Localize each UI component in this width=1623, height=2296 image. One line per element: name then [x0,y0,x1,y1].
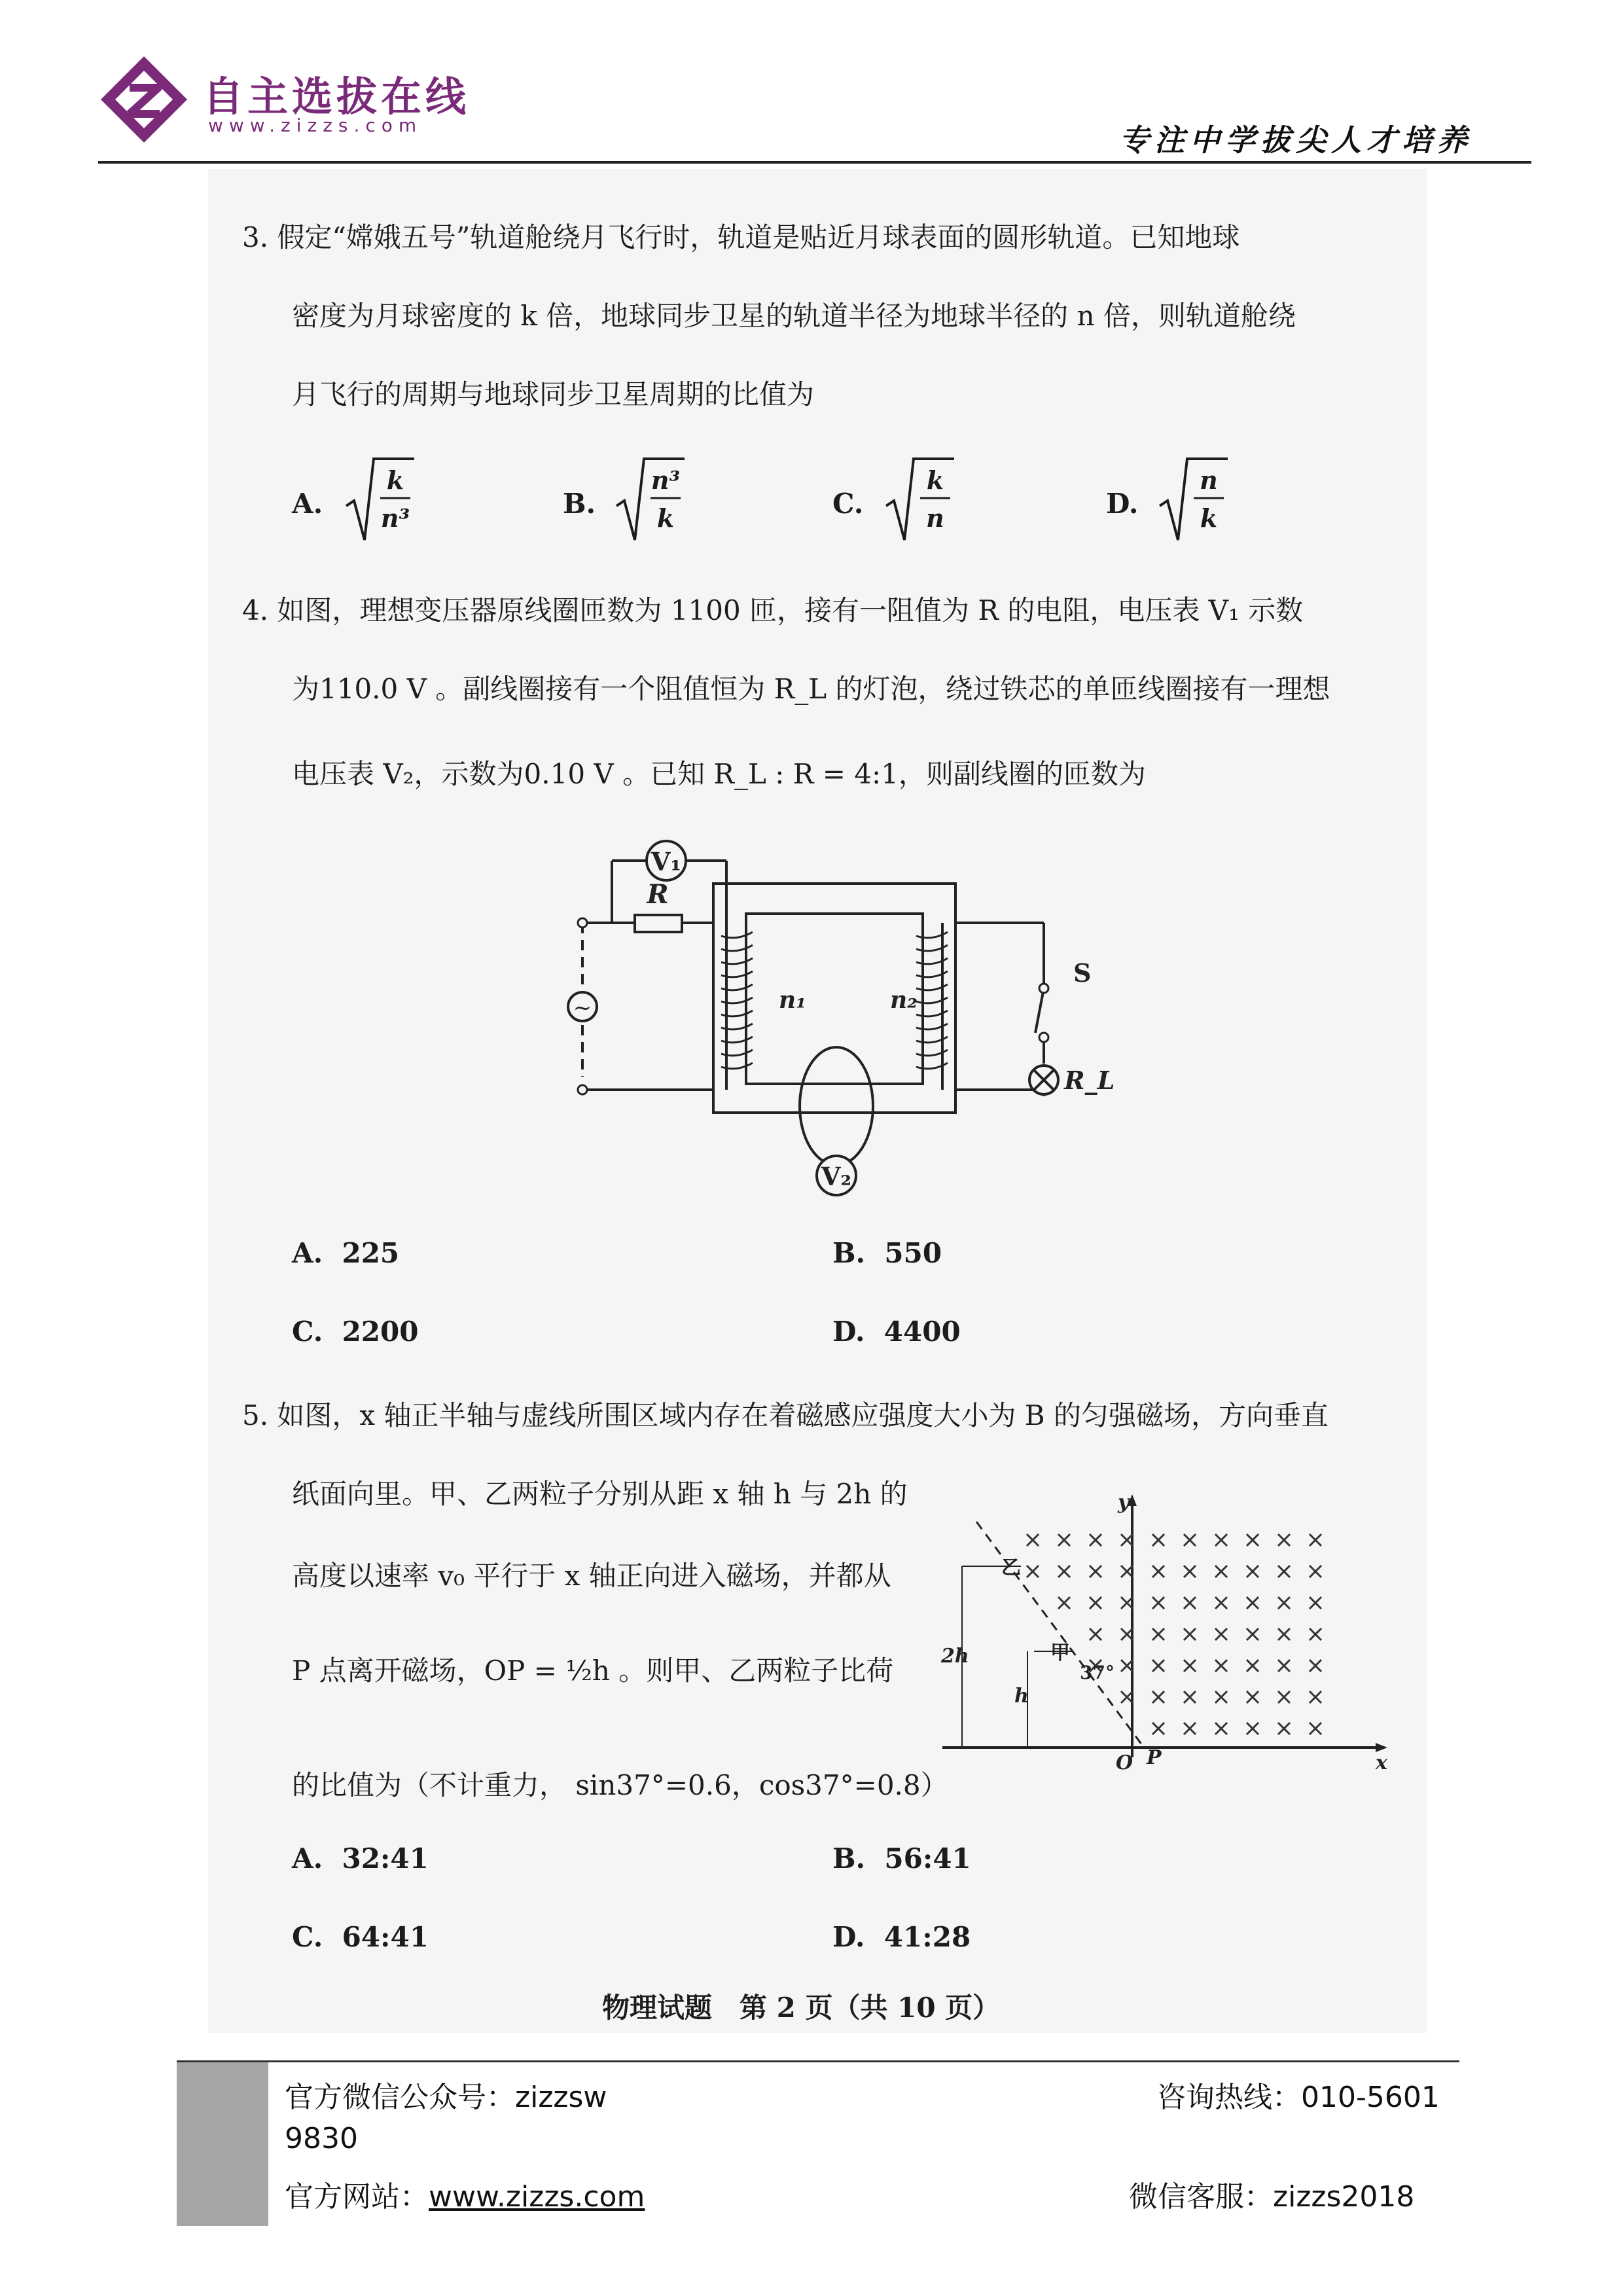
lamp-icon [1029,1066,1058,1094]
point-p-label: P [1147,1746,1162,1769]
q3-line-2: 密度为月球密度的 k 倍，地球同步卫星的轨道半径为地球半径的 n 倍，则轨道舱绕 [292,300,1296,332]
q4-line-1: 4. 如图，理想变压器原线圈匝数为 1100 匝，接有一阻值为 R 的电阻，电压表 V₁ 示数 [242,594,1304,626]
q5-line-5: 的比值为（不计重力， sin37°=0.6，cos37°=0.8） [292,1769,948,1801]
footer-website-link[interactable]: www.zizzs.com [429,2180,645,2214]
n1-label: n₁ [779,986,806,1014]
footer-wechat-continued: 9830 [285,2122,358,2155]
footer-hotline: 咨询热线：010-5601 [1157,2081,1440,2114]
transformer-circuit-diagram [550,825,1152,1217]
footer-gray-block [177,2062,268,2226]
q3-d-den: k [1200,503,1218,533]
q4-option-a: A. 225 [292,1237,400,1269]
q3-option-a-label: A. [292,488,323,520]
q5-option-b: B. 56:41 [832,1842,971,1874]
brand-name: 自主选拔在线 [203,73,471,120]
switch-s-label: S [1073,958,1092,988]
q3-option-a-radical [344,455,416,547]
q5-option-d: D. 41:28 [832,1921,971,1953]
angle-37-label: 37° [1080,1662,1115,1683]
particle-jia-label: 甲 [1050,1641,1070,1664]
exam-page-number: 物理试题 第 2 页（共 10 页） [602,1992,1001,2024]
resistor-r-label: R [647,879,669,910]
header-divider [98,161,1531,164]
origin-o-label: O [1116,1751,1133,1770]
q5-line-4: P 点离开磁场，OP = ½h 。则甲、乙两粒子比荷 [292,1655,894,1687]
q3-a-den: n³ [380,503,410,533]
footer-service: 微信客服：zizzs2018 [1129,2180,1415,2214]
q4-option-c: C. 2200 [292,1316,419,1348]
q3-c-den: n [926,503,944,533]
particle-yi-label: 乙 [1001,1556,1021,1579]
q4-line-3: 电压表 V₂，示数为0.10 V 。已知 R_L : R = 4:1，则副线圈的匝数为 [292,758,1146,790]
q3-a-num: k [386,465,404,495]
q3-option-d-label: D. [1106,488,1139,520]
q3-option-b-radical [614,455,686,547]
q4-option-d: D. 4400 [832,1316,961,1348]
axis-y-label: y [1118,1491,1130,1514]
magnetic-field-diagram [936,1482,1394,1770]
q3-option-c-label: C. [832,488,864,520]
n2-label: n₂ [890,986,918,1014]
slogan: 专注中学拔尖人才培养 [1119,122,1472,158]
svg-text:~: ~ [573,995,592,1021]
footer-wechat: 官方微信公众号：zizzsw [285,2081,607,2114]
v1-label: V₁ [651,847,682,876]
axis-x-label: x [1376,1751,1387,1770]
footer-divider [177,2060,1459,2062]
v2-label: V₂ [821,1162,852,1191]
q5-option-a: A. 32:41 [292,1842,429,1874]
lamp-rl-label: R_L [1064,1066,1115,1095]
logo-icon [98,54,190,145]
field-crosses [1027,1534,1321,1734]
height-h-label: h [1014,1685,1029,1708]
q4-line-2: 为110.0 V 。副线圈接有一个阻值恒为 R_L 的灯泡，绕过铁芯的单匝线圈接有一理想 [292,673,1330,705]
height-2h-label: 2h [941,1645,969,1668]
q3-line-1: 3. 假定“嫦娥五号”轨道舱绕月飞行时，轨道是贴近月球表面的圆形轨道。已知地球 [242,221,1240,253]
q3-line-3: 月飞行的周期与地球同步卫星周期的比值为 [292,378,815,410]
q5-line-2: 纸面向里。甲、乙两粒子分别从距 x 轴 h 与 2h 的 [292,1478,908,1510]
q3-c-num: k [926,465,944,495]
brand-url: www.zizzs.com [208,115,423,136]
footer-website: 官方网站：www.zizzs.com [285,2180,645,2214]
q4-option-b: B. 550 [832,1237,942,1269]
q5-option-c: C. 64:41 [292,1921,429,1953]
q3-option-d-radical [1157,455,1229,547]
q3-b-den: k [656,503,675,533]
q3-option-c-radical [883,455,955,547]
q3-d-num: n [1200,465,1218,495]
q5-line-1: 5. 如图，x 轴正半轴与虚线所围区域内存在着磁感应强度大小为 B 的匀强磁场，方向垂直 [242,1399,1329,1431]
q3-option-b-label: B. [563,488,596,520]
q5-line-3: 高度以速率 v₀ 平行于 x 轴正向进入磁场，并都从 [292,1560,891,1592]
q3-b-num: n³ [651,465,681,495]
